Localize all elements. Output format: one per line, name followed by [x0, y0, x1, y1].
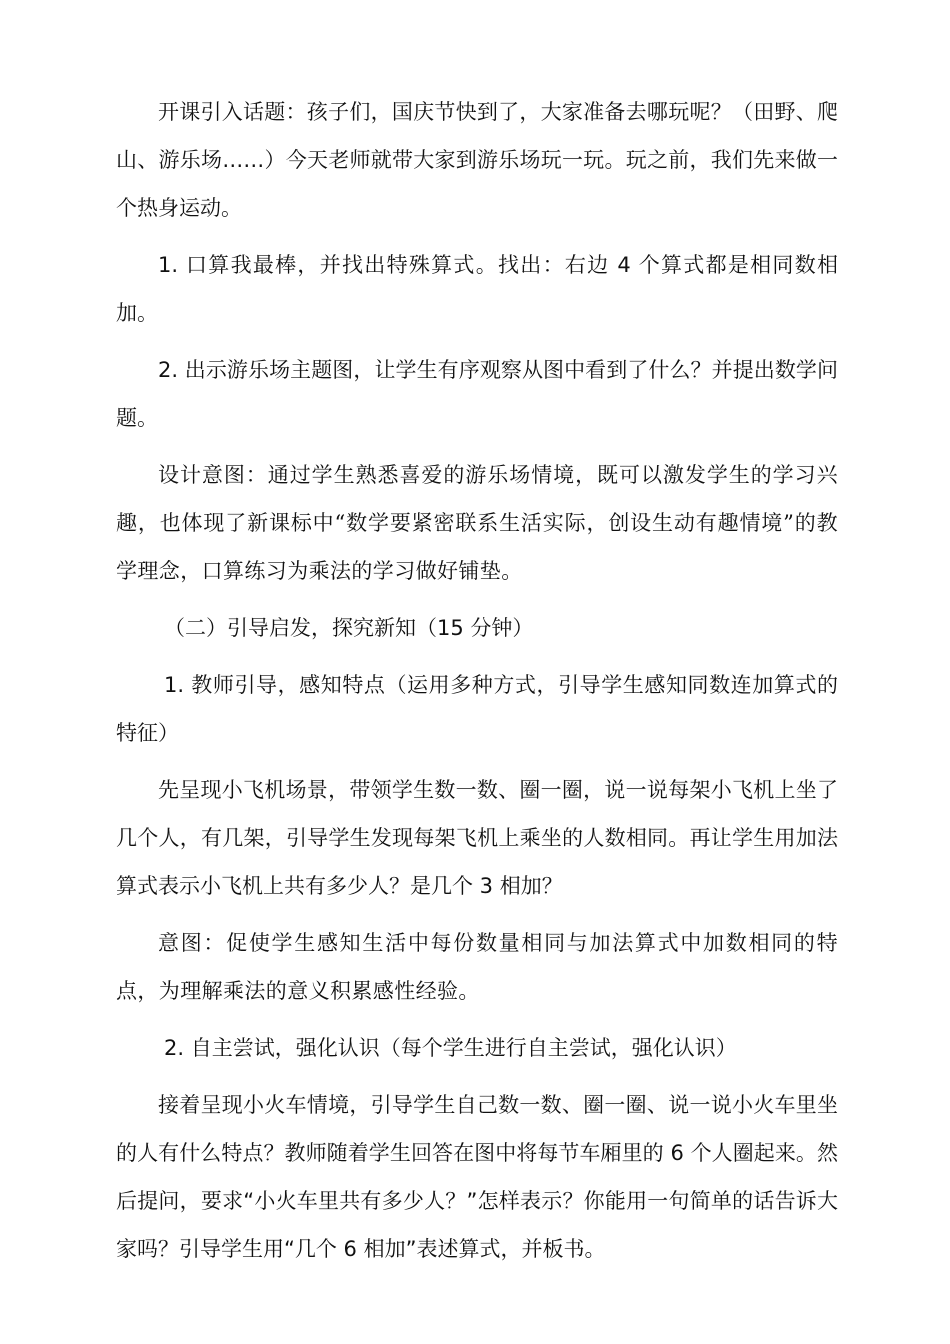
airplane-scene-paragraph: 先呈现小飞机场景，带领学生数一数、圈一圈，说一说每架小飞机上坐了几个人，有几架，引导学生发现每架飞机上乘坐的人数相同。再让学生用加法算式表示小飞机上共有多少人？是几个 3 相加？ — [116, 778, 838, 898]
warmup-step-1: 1. 口算我最棒，并找出特殊算式。找出：右边 4 个算式都是相同数相加。 — [116, 253, 838, 325]
warmup-step-2: 2. 出示游乐场主题图，让学生有序观察从图中看到了什么？并提出数学问题。 — [116, 358, 838, 430]
explore-step-1: 1. 教师引导，感知特点（运用多种方式，引导学生感知同数连加算式的特征） — [116, 673, 838, 745]
intent-paragraph: 意图：促使学生感知生活中每份数量相同与加法算式中加数相同的特点，为理解乘法的意义积累感性经验。 — [116, 931, 838, 1003]
section-heading: （二）引导启发，探究新知（15 分钟） — [164, 616, 534, 640]
document-body — [116, 88, 838, 1273]
explore-step-2: 2. 自主尝试，强化认识（每个学生进行自主尝试，强化认识） — [164, 1036, 737, 1060]
design-intent-paragraph: 设计意图：通过学生熟悉喜爱的游乐场情境，既可以激发学生的学习兴趣，也体现了新课标中“数学要紧密联系生活实际，创设生动有趣情境”的教学理念，口算练习为乘法的学习做好铺垫。 — [116, 463, 838, 583]
train-scene-paragraph: 接着呈现小火车情境，引导学生自己数一数、圈一圈、说一说小火车里坐的人有什么特点？教师随着学生回答在图中将每节车厢里的 6 个人圈起来。然后提问，要求“小火车里共有多少人？”怎样表示？你能用一句简单的话告诉大家吗？引导学生用“几个 6 相加”表述算式，并板书。 — [116, 1093, 838, 1261]
intro-paragraph: 开课引入话题：孩子们，国庆节快到了，大家准备去哪玩呢？（田野、爬山、游乐场……）今天老师就带大家到游乐场玩一玩。玩之前，我们先来做一个热身运动。 — [116, 100, 838, 220]
